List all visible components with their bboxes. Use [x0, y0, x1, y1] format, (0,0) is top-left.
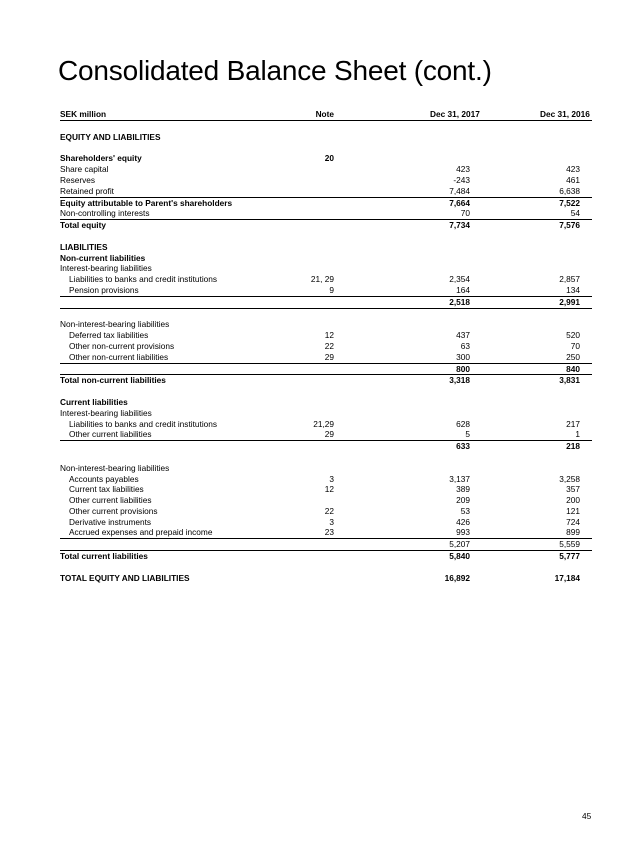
- table-row: [60, 285, 592, 297]
- row-value-2016: 134: [566, 284, 580, 295]
- table-row: [60, 551, 592, 562]
- table-row: [60, 175, 592, 186]
- row-label: Derivative instruments: [69, 516, 152, 527]
- row-label: Liabilities to banks and credit institutions: [69, 274, 218, 285]
- row-note: 3: [329, 516, 334, 527]
- table-row: [60, 441, 592, 452]
- spacer-row: [60, 121, 592, 132]
- row-value-2017: 389: [456, 484, 470, 495]
- row-value-2016: 724: [566, 516, 580, 527]
- row-value-2017: 63: [460, 340, 470, 351]
- spacer-row: [60, 143, 592, 154]
- table-row: [60, 474, 592, 485]
- row-label: TOTAL EQUITY AND LIABILITIES: [60, 572, 190, 583]
- row-label: Interest-bearing liabilities: [60, 407, 152, 418]
- row-value-2017: 5,207: [449, 539, 470, 550]
- row-value-2017: 3,318: [449, 375, 470, 386]
- row-label: Current liabilities: [60, 396, 128, 407]
- row-value-2016: 217: [566, 418, 580, 429]
- row-label: Other current liabilities: [69, 495, 152, 506]
- row-value-2017: 7,484: [449, 185, 470, 196]
- row-note: 12: [324, 484, 334, 495]
- row-value-2017: 7,734: [449, 220, 470, 231]
- row-value-2016: 423: [566, 164, 580, 175]
- table-header-row: [60, 108, 592, 121]
- row-value-2017: 209: [456, 495, 470, 506]
- row-value-2016: 54: [570, 208, 580, 219]
- row-label: Deferred tax liabilities: [69, 330, 149, 341]
- row-note: 23: [324, 527, 334, 538]
- row-label: Reserves: [60, 174, 96, 185]
- page-number: 45: [582, 811, 592, 821]
- table-row: [60, 198, 592, 209]
- row-value-2017: 993: [456, 527, 470, 538]
- row-note: 3: [329, 473, 334, 484]
- table-row: [60, 132, 592, 143]
- table-row: [60, 484, 592, 495]
- table-row: [60, 186, 592, 198]
- row-value-2016: 17,184: [554, 572, 580, 583]
- row-label: Liabilities to banks and credit institutions: [69, 418, 218, 429]
- row-label: Equity attributable to Parent's shareholders: [60, 197, 233, 208]
- table-row: [60, 220, 592, 231]
- table-row: [60, 397, 592, 408]
- row-value-2016: 2,857: [559, 274, 580, 285]
- row-value-2016: 70: [570, 340, 580, 351]
- row-label: Share capital: [60, 164, 109, 175]
- row-value-2016: 5,777: [559, 551, 580, 562]
- table-row: [60, 352, 592, 364]
- row-value-2017: 7,664: [449, 197, 470, 208]
- row-value-2017: 300: [456, 351, 470, 362]
- row-value-2017: 2,354: [449, 274, 470, 285]
- row-label: EQUITY AND LIABILITIES: [60, 131, 161, 142]
- row-value-2016: 5,559: [559, 539, 580, 550]
- row-value-2017: 633: [456, 441, 470, 452]
- row-note: 20: [324, 153, 334, 164]
- spacer-row: [60, 452, 592, 463]
- table-row: [60, 153, 592, 164]
- row-value-2017: 53: [460, 505, 470, 516]
- table-row: [60, 375, 592, 386]
- table-row: [60, 319, 592, 330]
- row-value-2016: 3,258: [559, 473, 580, 484]
- row-value-2016: 461: [566, 174, 580, 185]
- row-note: 21,29: [313, 418, 334, 429]
- row-note: 22: [324, 505, 334, 516]
- table-row: [60, 364, 592, 376]
- row-note: 29: [324, 351, 334, 362]
- row-label: Other non-current liabilities: [69, 351, 169, 362]
- row-value-2017: -243: [453, 174, 470, 185]
- row-value-2016: 6,638: [559, 185, 580, 196]
- table-row: [60, 506, 592, 517]
- row-label: Retained profit: [60, 185, 114, 196]
- table-row: [60, 253, 592, 264]
- table-row: [60, 539, 592, 551]
- row-value-2016: 357: [566, 484, 580, 495]
- row-value-2016: 200: [566, 495, 580, 506]
- table-row: [60, 419, 592, 430]
- table-row: [60, 495, 592, 506]
- table-row: [60, 341, 592, 352]
- table-row: [60, 263, 592, 274]
- row-label: Total non-current liabilities: [60, 375, 166, 386]
- row-label: Other current liabilities: [69, 429, 152, 440]
- row-value-2016: 7,576: [559, 220, 580, 231]
- row-label: Non-controlling interests: [60, 208, 150, 219]
- row-value-2016: 899: [566, 527, 580, 538]
- table-row: [60, 242, 592, 253]
- row-label: Non-interest-bearing liabilities: [60, 319, 170, 330]
- row-value-2017: 5: [465, 429, 470, 440]
- row-label: Accounts payables: [69, 473, 139, 484]
- row-value-2017: 3,137: [449, 473, 470, 484]
- row-value-2017: 426: [456, 516, 470, 527]
- row-value-2017: 628: [456, 418, 470, 429]
- row-label: Shareholders' equity: [60, 153, 142, 164]
- row-value-2016: 3,831: [559, 375, 580, 386]
- table-row: [60, 463, 592, 474]
- row-note: 9: [329, 284, 334, 295]
- table-row: [60, 297, 592, 309]
- row-label: Non-interest-bearing liabilities: [60, 462, 170, 473]
- row-value-2016: 840: [566, 363, 580, 374]
- table-row: [60, 408, 592, 419]
- row-label: SEK million: [60, 109, 107, 119]
- row-value-2017: 423: [456, 164, 470, 175]
- row-value-2016: Dec 31, 2016: [540, 109, 590, 119]
- row-note: 29: [324, 429, 334, 440]
- row-label: Non-current liabilities: [60, 252, 146, 263]
- row-label: Current tax liabilities: [69, 484, 144, 495]
- row-value-2016: 250: [566, 351, 580, 362]
- spacer-row: [60, 231, 592, 242]
- spacer-row: [60, 386, 592, 397]
- table-row: [60, 274, 592, 285]
- spacer-row: [60, 562, 592, 573]
- spacer-row: [60, 309, 592, 320]
- row-value-2017: 164: [456, 284, 470, 295]
- row-value-2017: 2,518: [449, 296, 470, 307]
- row-label: Other current provisions: [69, 505, 158, 516]
- table-row: [60, 429, 592, 441]
- row-label: Pension provisions: [69, 284, 139, 295]
- row-value-2017: Dec 31, 2017: [430, 109, 480, 119]
- row-label: Total equity: [60, 220, 106, 231]
- table-row: [60, 573, 592, 584]
- row-value-2016: 218: [566, 441, 580, 452]
- row-label: Total current liabilities: [60, 551, 148, 562]
- row-note: Note: [315, 109, 334, 119]
- row-note: 12: [324, 330, 334, 341]
- row-label: Accrued expenses and prepaid income: [69, 527, 213, 538]
- table-row: [60, 527, 592, 539]
- table-row: [60, 330, 592, 341]
- table-row: [60, 164, 592, 175]
- row-label: Interest-bearing liabilities: [60, 263, 152, 274]
- balance-sheet-table: [60, 108, 592, 583]
- table-row: [60, 517, 592, 528]
- row-value-2016: 121: [566, 505, 580, 516]
- row-value-2016: 1: [575, 429, 580, 440]
- row-note: 22: [324, 340, 334, 351]
- page-title: Consolidated Balance Sheet (cont.): [58, 55, 492, 86]
- row-value-2017: 5,840: [449, 551, 470, 562]
- row-note: 21, 29: [310, 274, 334, 285]
- row-label: LIABILITIES: [60, 241, 108, 252]
- row-label: Other non-current provisions: [69, 340, 175, 351]
- table-row: [60, 208, 592, 220]
- row-value-2016: 2,991: [559, 296, 580, 307]
- row-value-2017: 437: [456, 330, 470, 341]
- row-value-2016: 7,522: [559, 197, 580, 208]
- row-value-2016: 520: [566, 330, 580, 341]
- row-value-2017: 800: [456, 363, 470, 374]
- row-value-2017: 70: [460, 208, 470, 219]
- row-value-2017: 16,892: [444, 572, 470, 583]
